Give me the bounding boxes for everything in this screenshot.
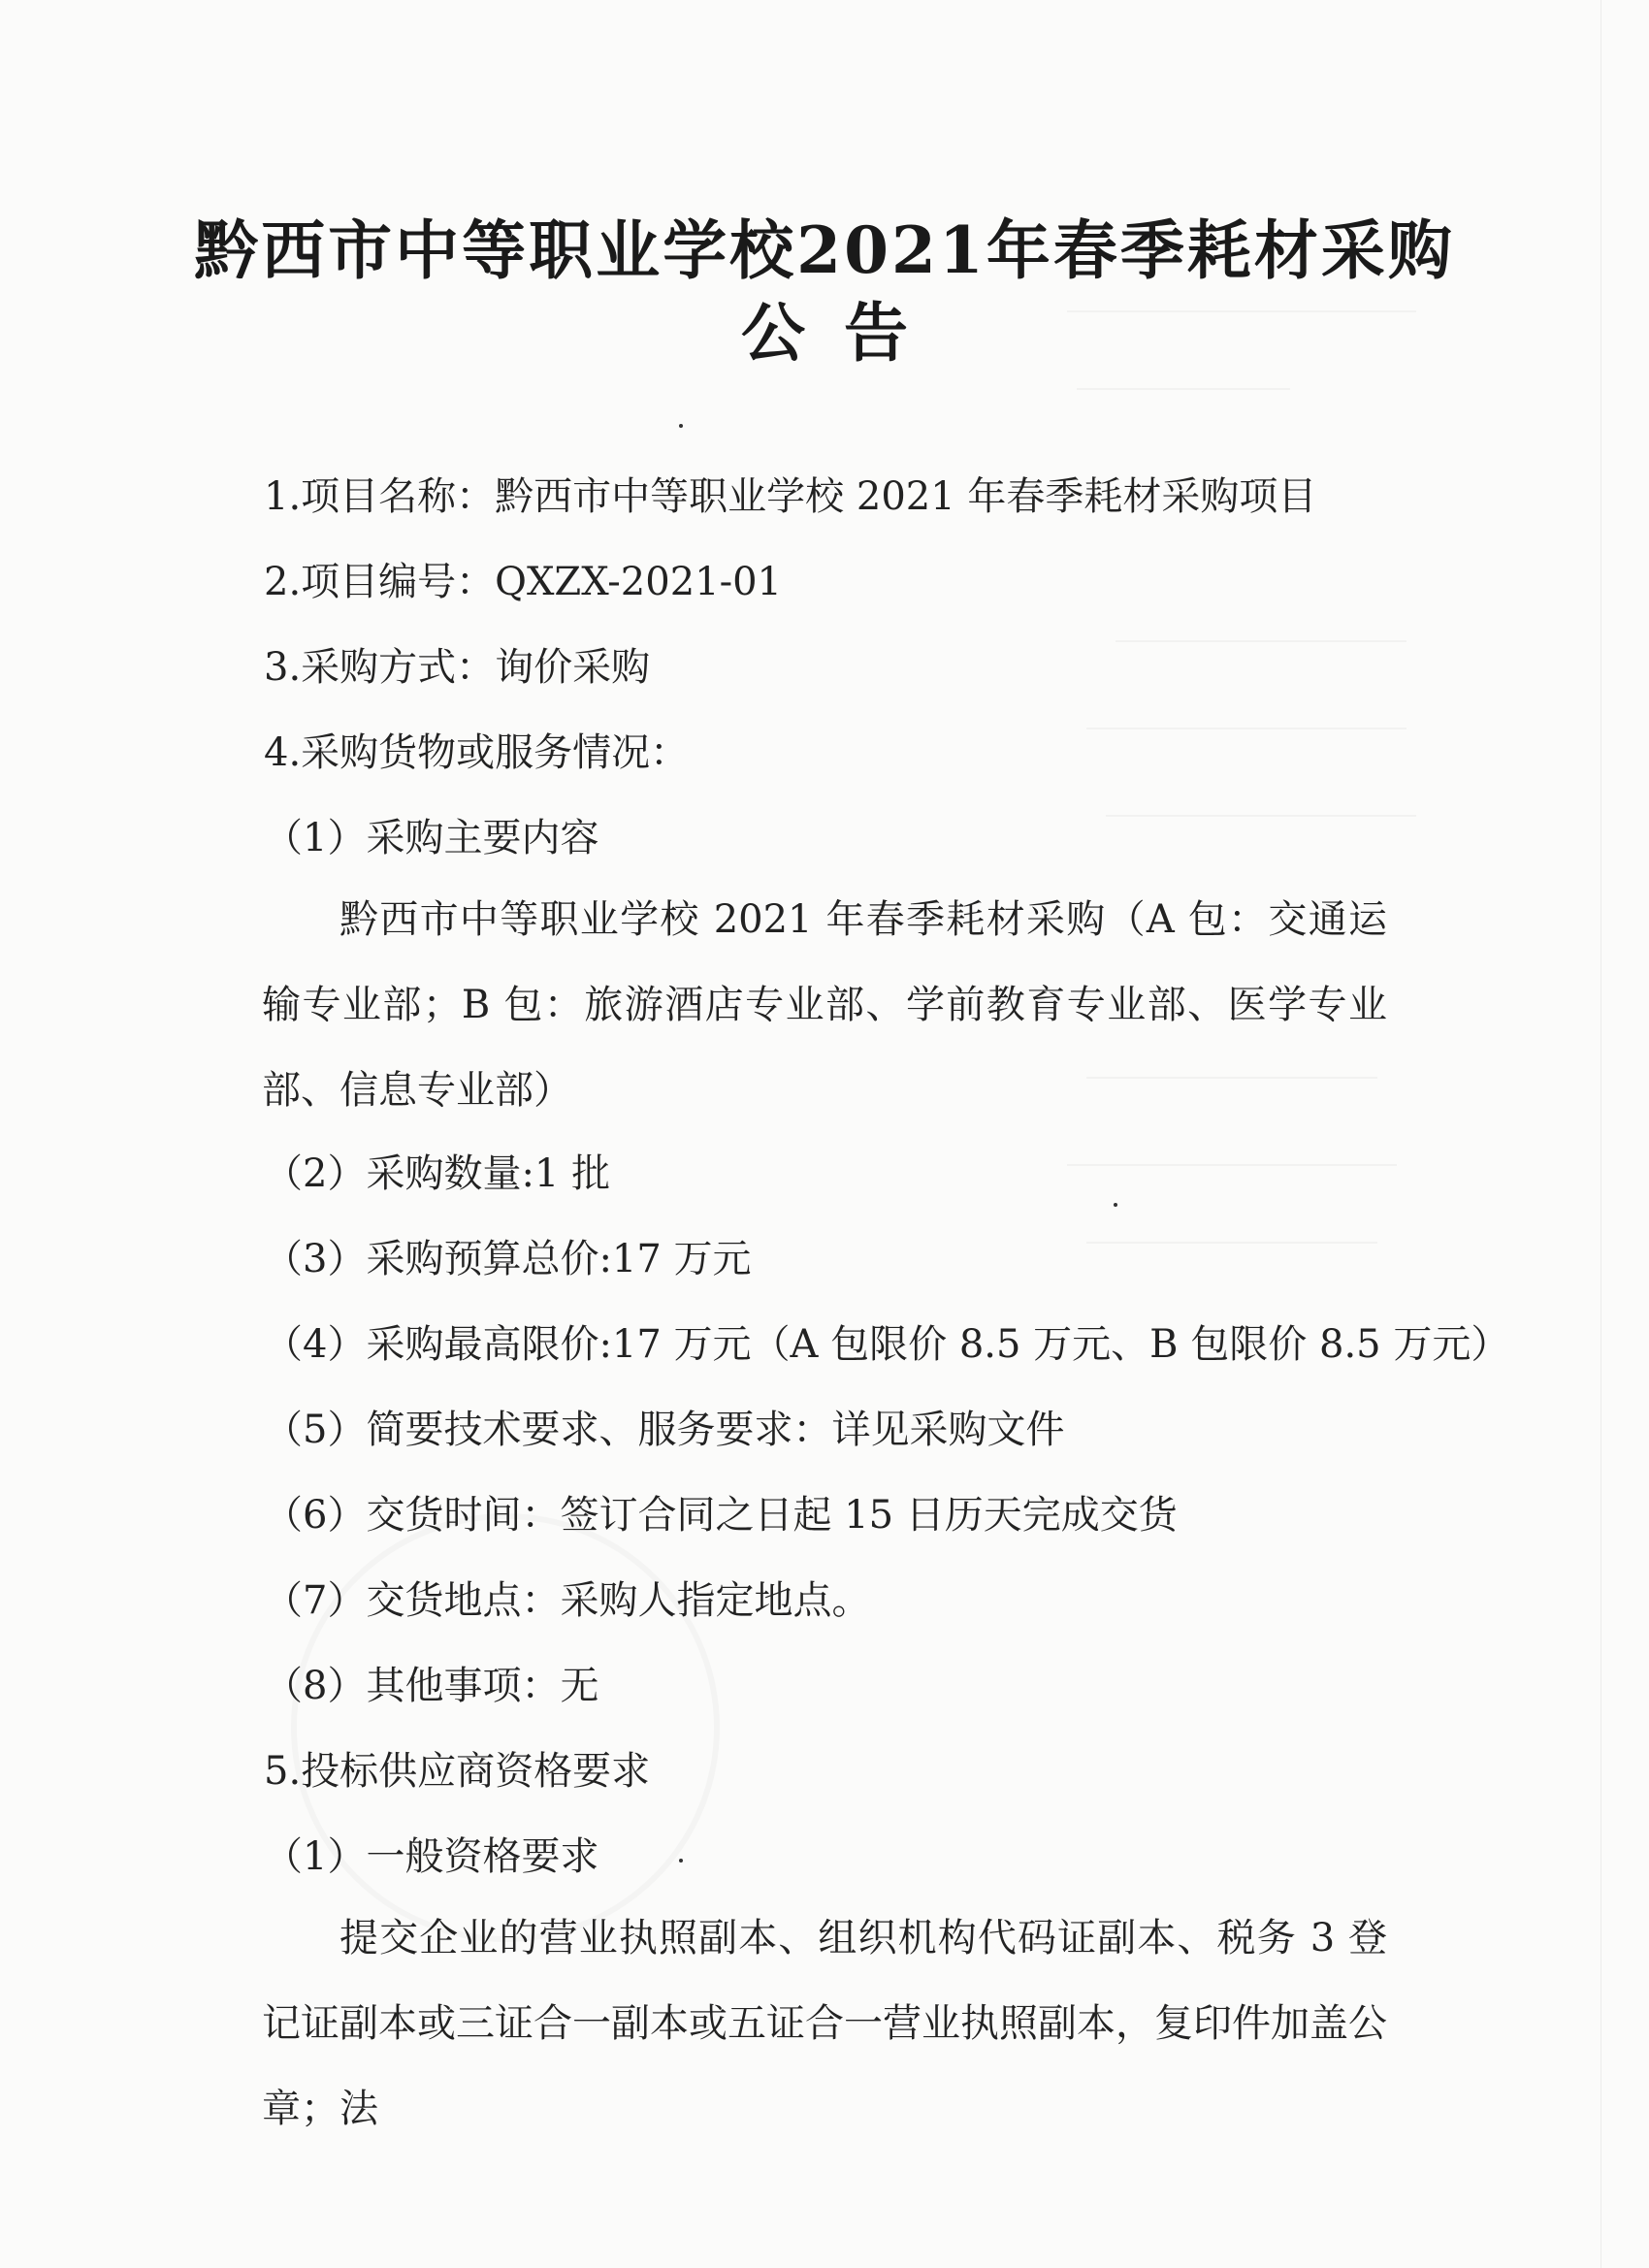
item-project-number: 2.项目编号：QXZX-2021-01 [264, 560, 783, 604]
document-title: 黔西市中等职业学校2021年春季耗材采购 [194, 212, 1455, 288]
item-delivery-time: （6）交货时间：签订合同之日起 15 日历天完成交货 [264, 1493, 1178, 1538]
scan-artifact [1077, 388, 1290, 390]
document-title-notice: 公告 [741, 295, 947, 371]
item-project-name: 1.项目名称：黔西市中等职业学校 2021 年春季耗材采购项目 [264, 474, 1317, 519]
scan-artifact [1067, 1164, 1397, 1166]
item-delivery-place: （7）交货地点：采购人指定地点。 [264, 1578, 871, 1623]
scan-artifact [1106, 815, 1416, 817]
item-main-content: （1）采购主要内容 [264, 816, 599, 860]
item-max-price: （4）采购最高限价:17 万元（A 包限价 8.5 万元、B 包限价 8.5 万元） [264, 1322, 1510, 1367]
item-other-matters: （8）其他事项：无 [264, 1664, 599, 1708]
scan-dot [679, 424, 683, 428]
scan-artifact [1116, 640, 1406, 642]
scan-artifact [1086, 1242, 1377, 1244]
item-quantity: （2）采购数量:1 批 [264, 1151, 611, 1196]
item-goods-services: 4.采购货物或服务情况： [264, 730, 690, 775]
scan-dot [1114, 1203, 1117, 1207]
item-qualification: 5.投标供应商资格要求 [264, 1749, 651, 1794]
item-requirements: （5）简要技术要求、服务要求：详见采购文件 [264, 1408, 1065, 1452]
item-procurement-method: 3.采购方式：询价采购 [264, 645, 651, 690]
qualification-paragraph: 提交企业的营业执照副本、组织机构代码证副本、税务 3 登记证副本或三证合一副本或五证合一营业执照副本，复印件加盖公章；法 [262, 1916, 1387, 2131]
scan-dot [679, 1859, 683, 1863]
scan-artifact [1086, 728, 1406, 729]
main-content-paragraph: 黔西市中等职业学校 2021 年春季耗材采购（A 包：交通运输专业部；B 包：旅游酒店专业部、学前教育专业部、医学专业部、信息专业部） [262, 897, 1387, 1113]
item-general-qualification: （1）一般资格要求 [264, 1834, 599, 1879]
item-budget: （3）采购预算总价:17 万元 [264, 1237, 752, 1281]
